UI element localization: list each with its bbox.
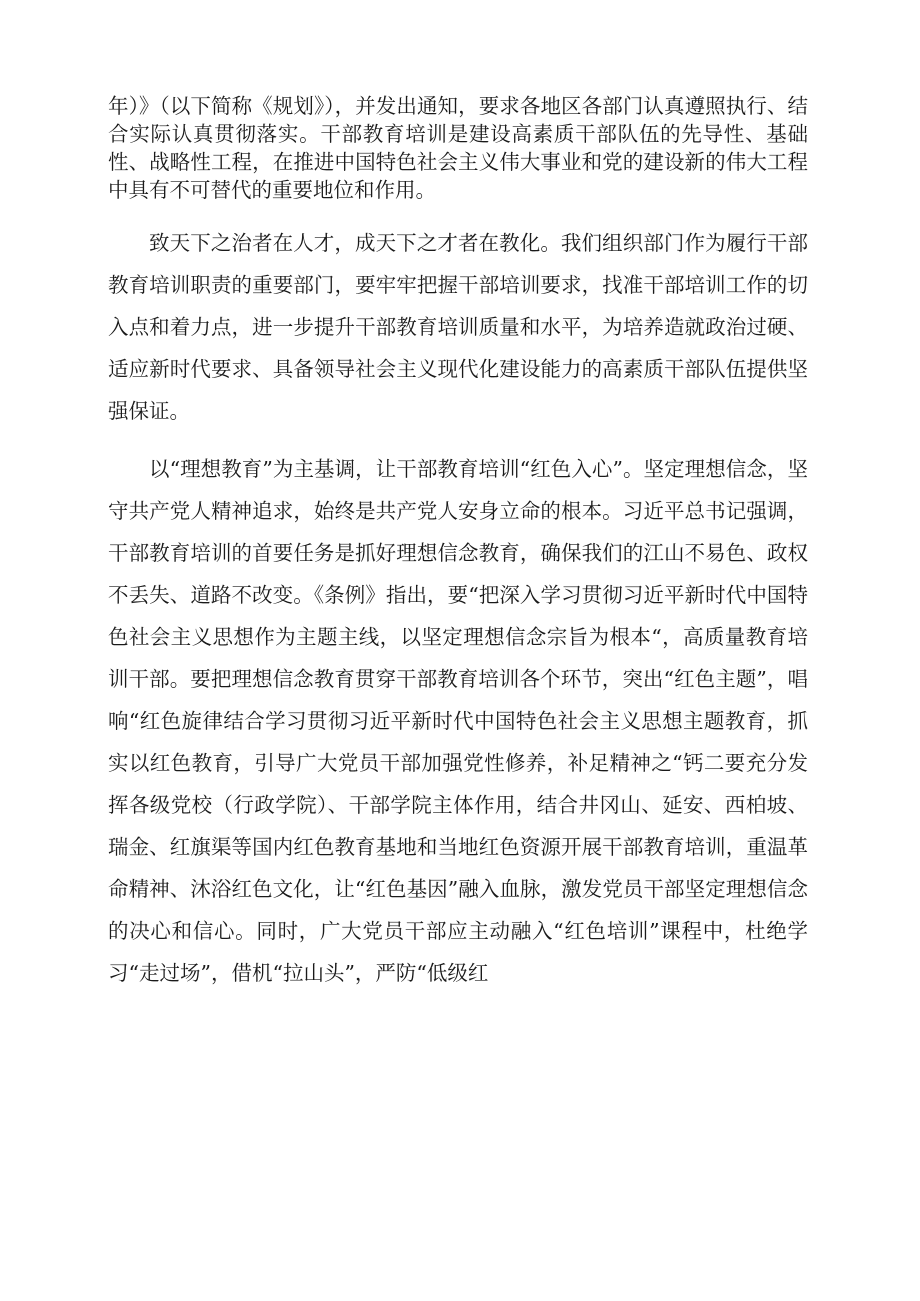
paragraph-3: 以“理想教育”为主基调，让干部教育培训“红色入心”。坚定理想信念，坚守共产党人精神追求，始终是共产党人安身立命的根本。习近平总书记强调，干部教育培训的首要任务是抓好理想信念教育，确保我们的江山不易色、政权不丢失、道路不改变。《条例》指出，要“把深入学习贯彻习近平新时代中国特色社会主义思想作为主题主线，以坚定理想信念宗旨为根本“，高质量教育培训干部。要把理想信念教育贯穿干部教育培训各个环节，突出“红色主题”，唱响“红色旋律结合学习贯彻习近平新时代中国特色社会主义思想主题教育，抓实以红色教育，引导广大党员干部加强党性修养，补足精神之“钙二要充分发挥各级党校（行政学院）、干部学院主体作用，结合井冈山、延安、西柏坡、瑞金、红旗渠等国内红色教育基地和当地红色资源开展干部教育培训，重温革命精神、沐浴红色文化，让“红色基因”融入血脉，激发党员干部坚定理想信念的决心和信心。同时，广大党员干部应主动融入“红色培训”课程中，杜绝学习“走过场”，借机“拉山头”，严防“低级红	[108, 457, 808, 985]
document-page	[108, 92, 808, 994]
paragraph-1: 年）》（以下简称《规划》），并发出通知，要求各地区各部门认真遵照执行、结合实际认真贯彻落实。干部教育培训是建设高素质干部队伍的先导性、基础性、战略性工程，在推进中国特色社会主义伟大事业和党的建设新的伟大工程中具有不可替代的重要地位和作用。	[108, 94, 808, 202]
paragraph-2: 致天下之治者在人才，成天下之才者在教化。我们组织部门作为履行干部教育培训职责的重要部门，要牢牢把握干部培训要求，找准干部培训工作的切入点和着力点，进一步提升干部教育培训质量和水平，为培养造就政治过硬、适应新时代要求、具备领导社会主义现代化建设能力的高素质干部队伍提供坚强保证。	[108, 231, 808, 423]
